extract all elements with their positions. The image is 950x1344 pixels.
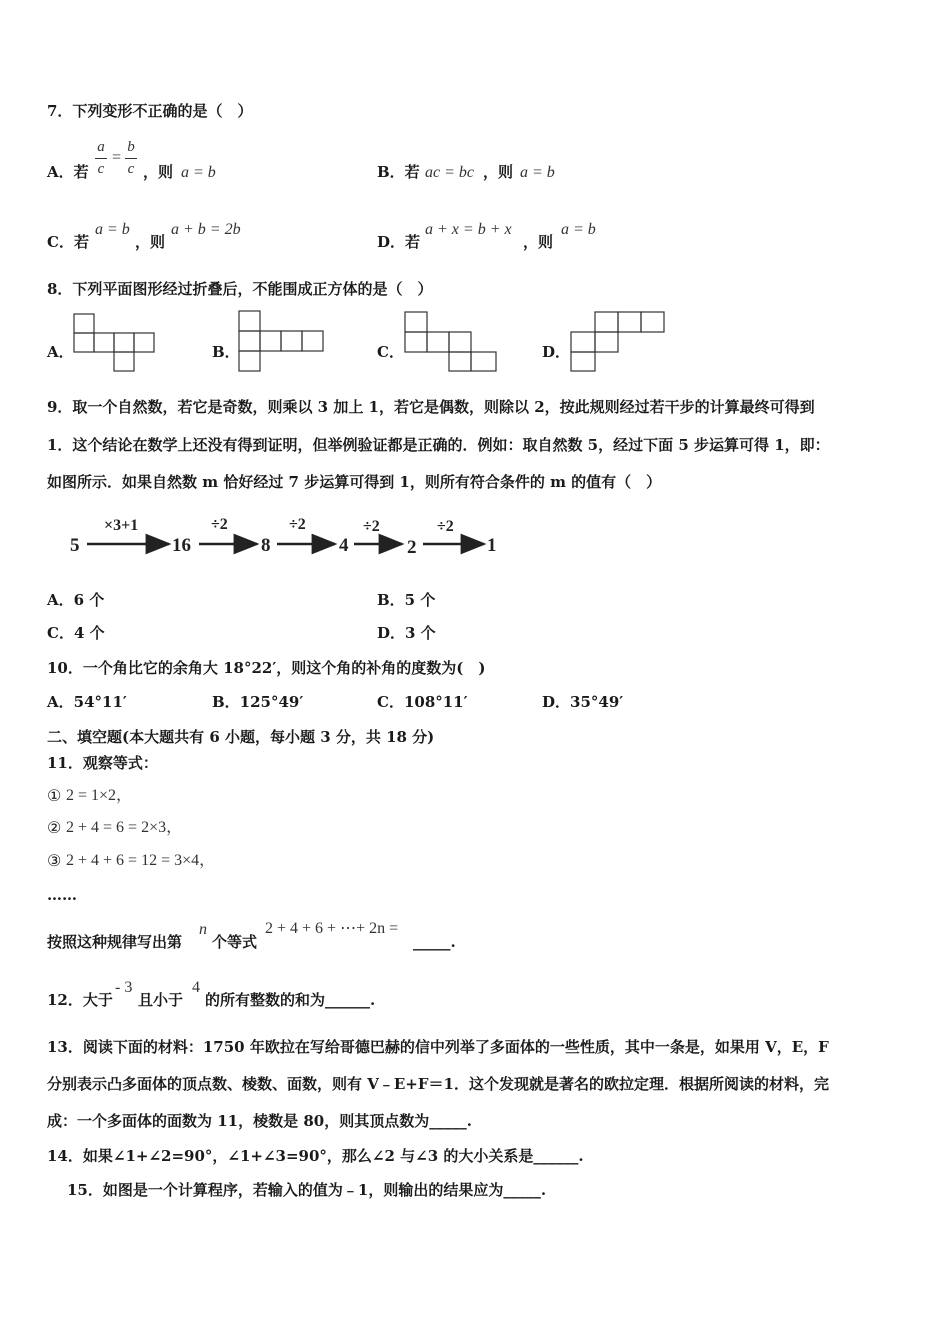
q7-c-cond: a = b	[95, 221, 130, 238]
q7-a-frac-left	[95, 139, 107, 178]
chain-number: 5	[70, 535, 80, 556]
q10-option-a: A．54°11′	[47, 693, 127, 711]
q10-option-d: D．35°49′	[542, 693, 624, 711]
q13-line2: 分别表示凸多面体的顶点数、棱数、面数，则有 V﹣E+F＝1．这个发现就是著名的欧拉定理．根据所阅读的材料，完	[47, 1075, 829, 1093]
q9-line3: 如图所示．如果自然数 m 恰好经过 7 步运算可得到 1，则所有符合条件的 m 的值有（ ）	[47, 473, 662, 491]
q10-option-b: B．125°49′	[212, 693, 304, 711]
q9-option-a: A．6 个	[47, 591, 105, 609]
q11-eq2: 2 + 4 = 6 = 2×3，	[66, 819, 183, 836]
q9-line1: 9．取一个自然数，若它是奇数，则乘以 3 加上 1，若它是偶数，则除以 2，按此规则经过若干步的计算最终可得到	[47, 398, 815, 416]
q7-option-a-prefix: A．若	[47, 163, 89, 181]
q7-b-cond: ac = bc	[425, 164, 474, 181]
q13-line3: 成：一个多面体的面数为 11，棱数是 80，则其顶点数为_____.	[47, 1112, 472, 1130]
q11-eq3-mark: ③	[47, 851, 62, 870]
q7-option-c-prefix: C．若	[47, 233, 89, 251]
chain-op-label: ÷2	[437, 518, 454, 535]
q7-b-then: ，则	[483, 163, 514, 181]
q7-d-then: ，则	[523, 233, 554, 251]
q7-option-b-prefix: B．若	[377, 163, 420, 181]
q12-lower-bound: - 3	[115, 979, 133, 996]
q7-b-result: a = b	[520, 164, 555, 181]
q10-option-c: C．108°11′	[377, 693, 468, 711]
q8-net-c	[405, 312, 499, 372]
chain-number: 4	[339, 535, 349, 556]
q11-eq1: 2 = 1×2，	[66, 787, 133, 804]
section-2-title: 二、填空题(本大题共有 6 小题，每小题 3 分，共 18 分)	[47, 728, 435, 746]
q7-c-result: a + b = 2b	[171, 221, 241, 238]
q8-net-b	[239, 311, 323, 373]
q11-eq2-mark: ②	[47, 818, 62, 837]
frac-numerator: b	[127, 139, 135, 155]
chain-number: 8	[261, 535, 271, 556]
q8-stem: 8．下列平面图形经过折叠后，不能围成正方体的是（ ）	[47, 280, 433, 298]
chain-op-label: ÷2	[363, 518, 380, 535]
q13-line1: 13．阅读下面的材料：1750 年欧拉在写给哥德巴赫的信中列举了多面体的一些性质，其中一条是，如果用 V，E，F	[47, 1038, 829, 1056]
q12-mid: 且小于	[138, 991, 184, 1009]
q7-option-d-prefix: D．若	[377, 233, 421, 251]
q11-answer-blank[interactable]: _____.	[413, 933, 456, 951]
q8-option-c-label: C．	[377, 343, 404, 361]
q9-option-d: D．3 个	[377, 624, 436, 642]
q11-eq1-mark: ①	[47, 786, 62, 805]
q12-upper-bound: 4	[192, 979, 200, 996]
chain-op-label: ÷2	[289, 516, 306, 533]
q12-prefix: 12．大于	[47, 991, 113, 1009]
q10-stem: 10．一个角比它的余角大 18°22′，则这个角的补角的度数为( )	[47, 659, 486, 677]
q7-c-then: ，则	[135, 233, 166, 251]
chain-number: 16	[172, 535, 191, 556]
q12-suffix: 的所有整数的和为______.	[205, 991, 376, 1009]
q7-d-result: a = b	[561, 221, 596, 238]
q7-stem: 7．下列变形不正确的是（ ）	[47, 102, 253, 120]
frac-numerator: a	[97, 139, 105, 155]
q11-ellipsis: ……	[47, 886, 77, 904]
q11-ask-prefix: 按照这种规律写出第	[47, 933, 183, 951]
q15-stem: 15．如图是一个计算程序，若输入的值为﹣1，则输出的结果应为_____.	[67, 1181, 547, 1199]
q7-a-then: ，则	[143, 163, 174, 181]
q9-option-c: C．4 个	[47, 624, 105, 642]
q9-option-b: B．5 个	[377, 591, 436, 609]
q11-ask-mid: 个等式	[212, 933, 258, 951]
chain-number: 1	[487, 535, 497, 556]
q14-stem: 14．如果∠1+∠2=90°，∠1+∠3=90°，那么∠2 与∠3 的大小关系是______.	[47, 1147, 584, 1165]
q8-net-a	[74, 314, 158, 372]
chain-op-label: ÷2	[211, 516, 228, 533]
equals-sign: =	[112, 149, 122, 166]
q9-operation-chain	[66, 512, 506, 558]
q11-stem: 11．观察等式：	[47, 754, 158, 772]
q9-line2: 1．这个结论在数学上还没有得到证明，但举例验证都是正确的．例如：取自然数 5，经过下面 5 步运算可得 1，即：	[47, 436, 830, 454]
q8-option-a-label: A．	[47, 343, 74, 361]
q8-option-b-label: B．	[212, 343, 240, 361]
q8-net-d	[571, 312, 667, 372]
q7-d-cond: a + x = b + x	[425, 221, 512, 238]
frac-denominator: c	[97, 161, 105, 177]
chain-number: 2	[407, 537, 417, 558]
q11-ask-n: n	[199, 921, 207, 938]
chain-op-label: ×3+1	[104, 517, 139, 534]
q11-ask-expr: 2 + 4 + 6 + ⋯+ 2n =	[265, 920, 399, 937]
frac-denominator: c	[127, 161, 135, 177]
q7-a-frac-right	[125, 139, 137, 178]
q11-eq3: 2 + 4 + 6 = 12 = 3×4，	[66, 852, 216, 869]
q7-a-result: a = b	[181, 164, 216, 181]
q8-option-d-label: D．	[542, 343, 571, 361]
